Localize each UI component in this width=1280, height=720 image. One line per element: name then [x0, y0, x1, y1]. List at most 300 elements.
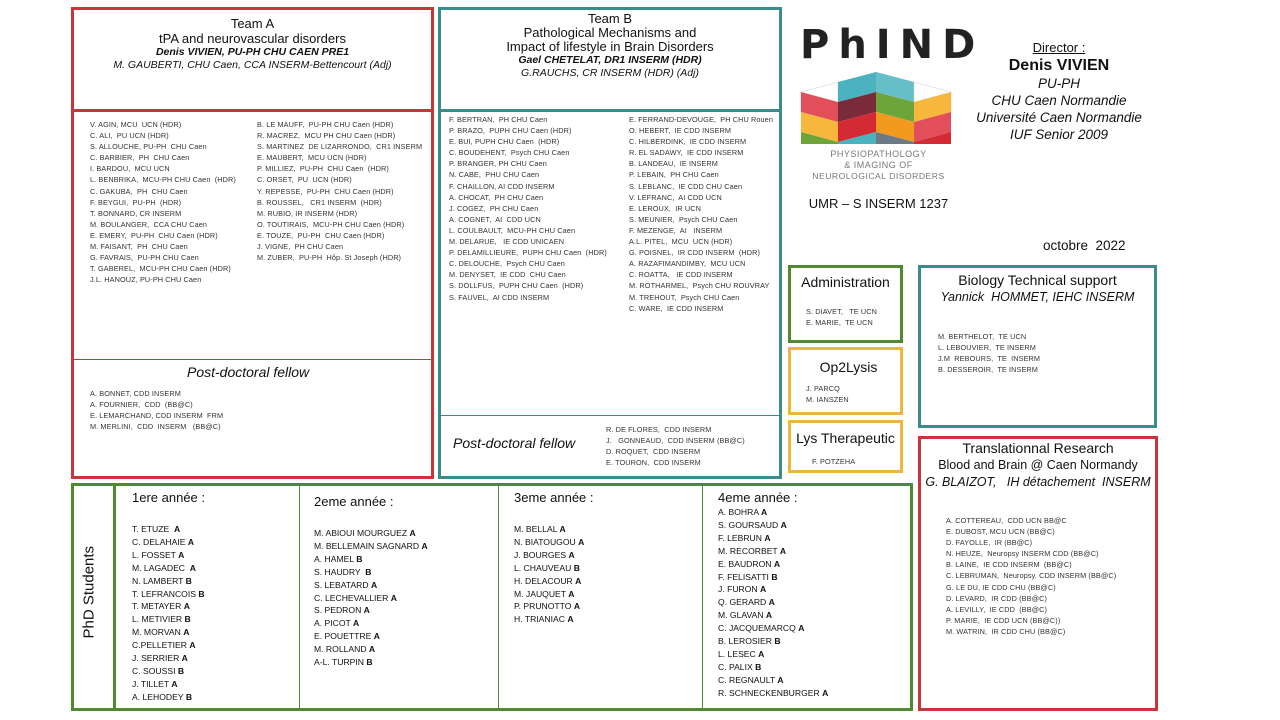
team-member: S. ALLOUCHE, PU-PH CHU Caen	[90, 142, 207, 152]
student-team-badge: B	[774, 636, 781, 647]
logo-tagline-3: NEUROLOGICAL DISORDERS	[812, 171, 945, 181]
phd-student	[718, 635, 828, 648]
director-label: Director :	[1032, 40, 1086, 55]
team-member: M. BOULANGER, CCA CHU Caen	[90, 219, 208, 229]
student-name: L. METIVIER	[132, 614, 185, 625]
student-team-badge: A	[421, 540, 428, 551]
student-name: S. GOURSAUD	[718, 519, 781, 530]
phd-year-4-title: 4eme année :	[718, 490, 798, 505]
team-member: C. HILBERDINK, IE CDD INSERM	[629, 137, 747, 147]
student-team-badge: A	[568, 549, 575, 560]
staff-member: E. DUBOST, MCU UCN (BB@C)	[946, 527, 1055, 537]
team-member: S. MEUNIER, Psych CHU Caen	[629, 214, 738, 224]
phd-student	[514, 575, 584, 588]
op2lysis-title: Op2Lysis	[819, 359, 878, 375]
student-name: M. RECORBET	[718, 545, 780, 556]
team-member: A. CHOCAT, PH CHU Caen	[449, 192, 544, 202]
student-name: J. SERRIER	[132, 653, 182, 664]
student-team-badge: B	[755, 661, 762, 672]
student-team-badge: A	[178, 549, 185, 560]
team-member: B. LE MAUFF, PU-PH CHU Caen (HDR)	[257, 120, 394, 129]
team-member: S. MARTINEZ DE LIZARRONDO, CR1 INSERM	[257, 142, 423, 152]
student-team-badge: B	[184, 614, 191, 625]
phd-student	[314, 643, 428, 656]
student-team-badge: A	[575, 575, 582, 586]
student-team-badge: A	[174, 524, 181, 534]
phd-student	[718, 674, 828, 687]
student-name: M. ROLLAND	[314, 644, 369, 655]
postdoc-member: J. GONNEAUD, CDD INSERM (BB@C)	[606, 436, 745, 446]
student-name: L. LESEC	[718, 648, 759, 659]
team-member: O. TOUTIRAIS, MCU-PH CHU Caen (HDR)	[257, 219, 405, 229]
phd-student	[514, 549, 584, 562]
team-member: F. CHAILLON, AI CDD INSERM	[449, 181, 555, 191]
team-member: O. HEBERT, IE CDD INSERM	[629, 126, 732, 136]
phd-student	[718, 661, 828, 674]
team-member: C. ROATTA, IE CDD INSERM	[629, 270, 733, 280]
student-team-badge: A	[363, 605, 370, 616]
student-name: A. PICOT	[314, 618, 353, 629]
team-member: B. LANDEAU, IE INSERM	[629, 159, 718, 169]
team-b-subtitle-2: Impact of lifestyle in Brain Disorders	[506, 39, 714, 54]
student-name: H. TRIANIAC	[514, 614, 568, 625]
student-name: T. LEFRANCOIS	[132, 588, 199, 599]
student-team-badge: A	[368, 644, 376, 655]
student-team-badge: A	[390, 592, 397, 603]
student-name: T. ETUZE	[132, 524, 175, 534]
student-team-badge: A	[760, 584, 767, 595]
team-member: C. ORSET, PU UCN (HDR)	[257, 175, 352, 185]
team-a-subtitle: tPA and neurovascular disorders	[159, 31, 346, 46]
team-a-members-col1	[90, 119, 236, 285]
student-name: M. BELLAL	[514, 524, 560, 534]
student-team-badge: B	[177, 665, 185, 676]
phd-student	[514, 588, 584, 601]
team-member: M. ZUBER, PU-PH Hôp. St Joseph (HDR)	[257, 253, 402, 263]
team-b-header-divider	[438, 109, 782, 112]
translational-subtitle: Blood and Brain @ Caen Normandy	[938, 458, 1138, 472]
team-a-title: Team A	[230, 16, 275, 31]
phd-year-1-list	[132, 523, 205, 704]
team-member: M. FAISANT, PH CHU Caen	[90, 242, 188, 252]
phd-col-divider	[702, 486, 703, 708]
team-member: J.L. HANOUZ, PU-PH CHU Caen	[90, 275, 202, 285]
team-a-header	[74, 17, 431, 72]
logo-tagline	[796, 149, 961, 182]
student-team-badge: B	[198, 588, 205, 599]
team-member: I. BARDOU, MCU UCN	[90, 164, 170, 174]
administration-list	[806, 306, 877, 328]
team-member: B. ROUSSEL, CR1 INSERM (HDR)	[257, 197, 382, 207]
phd-student	[514, 613, 584, 626]
phd-year-2-list	[314, 527, 428, 669]
student-team-badge: A	[371, 579, 378, 590]
administration-title: Administration	[801, 274, 890, 290]
phd-student	[718, 622, 828, 635]
student-team-badge: A	[189, 640, 196, 651]
staff-member: J.M REBOURS, TE INSERM	[938, 354, 1041, 364]
student-name: C. REGNAULT	[718, 674, 778, 685]
staff-member: B. DESSEROIR, TE INSERM	[938, 365, 1038, 375]
student-name: P. PRUNOTTO	[514, 601, 574, 612]
phd-student	[132, 588, 205, 601]
student-team-badge: A	[409, 528, 416, 538]
student-team-badge: A	[777, 674, 784, 685]
student-name: F. FELISATTI	[718, 571, 772, 582]
team-member: F. BEYGUI, PU-PH (HDR)	[90, 197, 182, 207]
team-member: C. BOUDEHENT, Psych CHU Caen	[449, 148, 570, 158]
team-member: E. TOUZE, PU-PH CHU Caen (HDR)	[257, 230, 385, 240]
team-member: P. BRAZO, PUPH CHU Caen (HDR)	[449, 126, 572, 136]
postdoc-member: D. ROQUET, CDD INSERM	[606, 447, 701, 457]
team-member: F. BERTRAN, PH CHU Caen	[449, 115, 548, 124]
lys-therapeutic-title: Lys Therapeutic	[796, 430, 895, 446]
student-name: C. DELAHAIE	[132, 536, 188, 547]
staff-member: A. LEVILLY, IE CDD (BB@C)	[946, 604, 1048, 614]
translational-header	[921, 440, 1155, 491]
student-name: T. METAYER	[132, 601, 184, 612]
phd-student	[514, 536, 584, 549]
team-member: J. COGEZ, PH CHU Caen	[449, 203, 539, 213]
student-name: S. PEDRON	[314, 605, 364, 616]
phd-student	[718, 609, 828, 622]
student-name: B. LEROSIER	[718, 636, 775, 647]
student-name: N. LAMBERT	[132, 575, 186, 586]
phd-student	[314, 656, 428, 669]
biology-header	[921, 272, 1154, 305]
phd-student	[514, 562, 584, 575]
logo-tagline-1: PHYSIOPATHOLOGY	[830, 149, 927, 159]
phd-student	[514, 523, 584, 536]
student-team-badge: A	[765, 610, 773, 621]
student-team-badge: A	[181, 653, 188, 664]
team-a-postdoc-title: Post-doctoral fellow	[187, 364, 310, 380]
team-member: R. MACREZ, MCU PH CHU Caen (HDR)	[257, 131, 396, 141]
student-name: A. BOHRA	[718, 507, 761, 517]
team-b-postdoc-list	[606, 424, 745, 468]
staff-member: D. LEVARD, IR CDD (BB@C)	[946, 593, 1047, 603]
unit-label: UMR – S INSERM 1237	[808, 196, 949, 211]
team-b-members-col2	[629, 114, 773, 314]
student-team-badge: B	[185, 691, 193, 702]
team-member: L. COULBAULT, MCU-PH CHU Caen	[449, 225, 576, 235]
student-name: L. CHAUVEAU	[514, 562, 574, 573]
phd-student	[718, 648, 828, 661]
phd-student	[132, 691, 205, 704]
team-member: F. MEZENGE, AI INSERM	[629, 225, 723, 235]
student-name: M. ABIOUI MOURGUEZ	[314, 528, 410, 538]
student-team-badge: B	[185, 575, 192, 586]
translational-title: Translationnal Research	[962, 440, 1114, 456]
team-a-leader: Denis VIVIEN, PU-PH CHU CAEN PRE1	[155, 46, 350, 58]
biology-leader: Yannick HOMMET, IEHC INSERM	[940, 290, 1135, 304]
phd-student	[132, 600, 205, 613]
team-a-postdoc-divider	[74, 359, 431, 360]
biology-list	[938, 331, 1040, 375]
team-a-adjoint: M. GAUBERTI, CHU Caen, CCA INSERM-Bettencourt (Adj)	[113, 59, 392, 71]
phd-student	[132, 575, 205, 588]
staff-member: B. LAINE, IE CDD INSERM (BB@C)	[946, 560, 1072, 570]
postdoc-member: A. FOURNIER, CDD (BB@C)	[90, 400, 193, 410]
phd-student	[718, 506, 828, 519]
phd-col-divider	[299, 486, 300, 708]
student-team-badge: A	[559, 524, 566, 534]
student-team-badge: A	[768, 597, 775, 608]
student-name: J. TILLET	[132, 678, 172, 689]
student-team-badge: A	[189, 562, 196, 573]
phind-logo	[796, 22, 985, 187]
student-name: C. PALIX	[718, 661, 756, 672]
student-team-badge: A	[187, 536, 195, 547]
phd-student	[514, 600, 584, 613]
team-member: P. DELAMILLIEURE, PUPH CHU Caen (HDR)	[449, 248, 607, 258]
student-team-badge: A	[822, 687, 829, 698]
team-member: M. ROTHARMEL, Psych CHU ROUVRAY	[629, 281, 770, 291]
student-team-badge: B	[573, 562, 580, 573]
director-block	[962, 40, 1156, 143]
phd-student	[132, 549, 205, 562]
team-member: E. LEROUX, IR UCN	[629, 203, 701, 213]
team-a-members-col2	[257, 119, 422, 263]
postdoc-member: E. LEMARCHAND, CDD INSERM FRM	[90, 411, 224, 421]
translational-leader: G. BLAIZOT, IH détachement INSERM	[925, 475, 1151, 489]
team-member: A. RAZAFIMANDIMBY, MCU UCN	[629, 259, 746, 269]
postdoc-member: E. TOURON, CDD INSERM	[606, 458, 701, 468]
team-member: N. CABE, PHU CHU Caen	[449, 170, 540, 180]
student-name: J. FURON	[718, 584, 761, 595]
team-member: P. MILLIEZ, PU-PH CHU Caen (HDR)	[257, 164, 389, 174]
team-member: T. GABEREL, MCU-PH CHU Caen (HDR)	[90, 264, 231, 274]
phd-student	[718, 583, 828, 596]
team-member: T. BONNARD, CR INSERM	[90, 208, 182, 218]
phd-year-1-title: 1ere année :	[132, 490, 206, 505]
student-name: M. BELLEMAIN SAGNARD	[314, 540, 422, 551]
student-name: E. BAUDRON	[718, 558, 774, 569]
student-team-badge: A	[773, 558, 781, 569]
staff-member: P. MARIE, IE CDD UCN (BB@C))	[946, 615, 1061, 625]
student-team-badge: B	[365, 566, 372, 577]
student-name: M. LAGADEC	[132, 562, 190, 573]
phd-year-4-list	[718, 506, 828, 700]
student-name: N. BIATOUGOU	[514, 536, 579, 547]
student-name: C. SOUSSI	[132, 665, 178, 676]
postdoc-member: R. DE FLORES, CDD INSERM	[606, 425, 712, 434]
student-team-badge: A	[568, 588, 575, 599]
student-team-badge: A	[764, 532, 771, 543]
student-name: S. LEBATARD	[314, 579, 371, 590]
student-team-badge: A	[171, 678, 178, 689]
op2lysis-list	[806, 383, 849, 405]
student-name: A. HAMEL	[314, 553, 357, 564]
team-member: C. BARBIER, PH CHU Caen	[90, 153, 190, 163]
team-b-postdoc-title: Post-doctoral fellow	[453, 435, 576, 451]
staff-member: S. DIAVET, TE UCN	[806, 307, 877, 316]
phd-student	[314, 579, 428, 592]
phd-student	[314, 553, 428, 566]
phd-student	[718, 571, 828, 584]
student-name: A-L. TURPIN	[314, 657, 367, 668]
team-member: V. LEFRANC, AI CDD UCN	[629, 192, 722, 202]
phd-student	[314, 527, 428, 540]
phd-student	[718, 532, 828, 545]
student-name: F. LEBRUN	[718, 532, 765, 543]
team-member: M. TREHOUT, Psych CHU Caen	[629, 292, 740, 302]
student-name: A. LEHODEY	[132, 691, 186, 702]
staff-member: A. COTTEREAU, CDD UCN BB@C	[946, 516, 1067, 525]
team-b-leader: Gael CHETELAT, DR1 INSERM (HDR)	[518, 54, 702, 66]
phd-student	[314, 617, 428, 630]
phd-student	[718, 558, 828, 571]
team-a-header-divider	[71, 109, 434, 112]
team-member: E. MAUBERT, MCU UCN (HDR)	[257, 153, 367, 163]
team-member: A. COGNET, AI CDD UCN	[449, 214, 541, 224]
phd-student	[132, 562, 205, 575]
team-member: E. FERRAND-DEVOUGE, PH CHU Rouen	[629, 115, 773, 124]
team-b-subtitle-1: Pathological Mechanisms and	[523, 25, 697, 40]
team-member: M. RUBIO, IR INSERM (HDR)	[257, 208, 358, 218]
director-line-2: Université Caen Normandie	[976, 110, 1142, 125]
team-member: C. DELOUCHE, Psych CHU Caen	[449, 259, 565, 269]
student-team-badge: A	[353, 618, 360, 629]
team-b-members-col1	[449, 114, 607, 303]
team-member: R. EL SADAWY, IE CDD INSERM	[629, 148, 744, 158]
staff-member: D. FAYOLLE, IR (BB@C)	[946, 538, 1033, 548]
team-member: C. GAKUBA, PH CHU Caen	[90, 186, 188, 196]
team-member: S. LEBLANC, IE CDD CHU Caen	[629, 181, 743, 191]
team-b-adjoint: G.RAUCHS, CR INSERM (HDR) (Adj)	[521, 67, 699, 79]
lys-therapeutic-list	[812, 456, 855, 467]
team-b-header	[441, 12, 779, 80]
staff-member: C. LEBRUMAN, Neuropsy. CDD INSERM (BB@C)	[946, 571, 1117, 581]
phd-student	[132, 613, 205, 626]
student-team-badge: A	[183, 627, 190, 638]
team-member: P. LEBAIN, PH CHU Caen	[629, 170, 719, 180]
staff-member: F. POTZEHA	[812, 457, 856, 466]
student-name: C. LECHEVALLIER	[314, 592, 391, 603]
staff-member: J. PARCQ	[806, 384, 840, 393]
student-name: L. FOSSET	[132, 549, 179, 560]
student-team-badge: A	[578, 536, 585, 547]
staff-member: G. LE DU, IE CDD CHU (BB@C)	[946, 582, 1056, 592]
team-member: P. BRANGER, PH CHU Caen	[449, 159, 547, 169]
team-member: C. ALI, PU UCN (HDR)	[90, 131, 169, 141]
director-line-3: IUF Senior 2009	[1009, 127, 1109, 142]
staff-member: N. HEUZE, Neuropsy INSERM CDD (BB@C)	[946, 549, 1099, 559]
student-team-badge: A	[183, 601, 190, 612]
student-team-badge: B	[356, 553, 363, 564]
student-name: R. SCHNECKENBURGER	[718, 687, 823, 698]
student-name: C.PELLETIER	[132, 640, 190, 651]
phd-student	[132, 652, 205, 665]
team-member: L. BENBRIKA, MCU-PH CHU Caen (HDR)	[90, 175, 236, 185]
phd-student	[314, 630, 428, 643]
phd-student	[718, 687, 828, 700]
staff-member: E. MARIE, TE UCN	[806, 318, 873, 328]
team-member: G. FAVRAIS, PU-PH CHU Caen	[90, 253, 199, 263]
staff-member: M. BERTHELOT, TE UCN	[938, 332, 1027, 341]
staff-member: M. IANSZEN	[806, 395, 849, 405]
student-team-badge: B	[771, 571, 778, 582]
phd-student	[132, 678, 205, 691]
student-name: S. HAUDRY	[314, 566, 366, 577]
student-name: J. BOURGES	[514, 549, 569, 560]
student-team-badge: A	[573, 601, 581, 612]
student-team-badge: A	[760, 507, 768, 517]
phd-student	[132, 626, 205, 639]
phd-student	[718, 519, 828, 532]
postdoc-member: M. MERLINI, CDD INSERM (BB@C)	[90, 422, 221, 432]
team-b-title: Team B	[587, 11, 633, 26]
team-member: S. DOLLFUS, PUPH CHU Caen (HDR)	[449, 281, 584, 291]
phd-student	[132, 536, 205, 549]
team-member: Y. REPESSE, PU-PH CHU Caen (HDR)	[257, 186, 394, 196]
phd-label-divider	[113, 483, 116, 711]
phd-year-3-list	[514, 523, 584, 626]
phd-student	[132, 639, 205, 652]
team-member: A.L. PITEL, MCU UCN (HDR)	[629, 237, 733, 247]
director-role: PU-PH	[1037, 76, 1080, 91]
team-member: E. EMERY, PU-PH CHU Caen (HDR)	[90, 230, 218, 240]
student-team-badge: B	[366, 657, 373, 668]
team-a-postdoc-list	[90, 388, 223, 432]
phd-student	[314, 540, 428, 553]
translational-list	[946, 515, 1116, 637]
student-name: M. GLAVAN	[718, 610, 766, 621]
phd-student	[132, 665, 205, 678]
director-name: Denis VIVIEN	[1008, 57, 1110, 74]
student-team-badge: A	[798, 623, 805, 634]
team-b-postdoc-divider	[441, 415, 779, 416]
phd-student	[718, 596, 828, 609]
team-member: M. DELARUE, IE CDD UNICAEN	[449, 237, 565, 247]
staff-member: M. WATRIN, IR CDD CHU (BB@C)	[946, 626, 1066, 636]
phd-col-divider	[498, 486, 499, 708]
student-name: Q. GERARD	[718, 597, 769, 608]
phd-student	[718, 545, 828, 558]
team-member: M. DENYSET, IE CDD CHU Caen	[449, 270, 566, 280]
phd-year-3-title: 3eme année :	[514, 490, 594, 505]
student-name: E. POUETTRE	[314, 631, 374, 642]
logo-wordmark: PhIND	[800, 22, 985, 68]
team-member: E. BUI, PUPH CHU Caen (HDR)	[449, 137, 560, 147]
student-name: H. DELACOUR	[514, 575, 576, 586]
team-member: J. VIGNE, PH CHU Caen	[257, 242, 344, 252]
date-label: octobre 2022	[1043, 238, 1126, 253]
phd-student	[132, 523, 205, 536]
phd-student	[314, 592, 428, 605]
phd-year-2-title: 2eme année :	[314, 494, 394, 509]
student-team-badge: A	[758, 648, 765, 659]
phd-student	[314, 566, 428, 579]
student-name: M. MORVAN	[132, 627, 184, 638]
team-member: G. POISNEL, IR CDD INSERM (HDR)	[629, 248, 761, 258]
student-team-badge: A	[567, 614, 574, 625]
student-team-badge: A	[779, 545, 787, 556]
biology-title: Biology Technical support	[958, 272, 1117, 288]
phd-student	[314, 604, 428, 617]
phd-label: PhD Students	[80, 545, 98, 639]
logo-cube-graphic	[796, 72, 956, 144]
student-team-badge: A	[780, 519, 787, 530]
staff-member: L. LEBOUVIER, TE INSERM	[938, 343, 1036, 353]
student-team-badge: A	[373, 631, 380, 642]
student-name: M. JAUQUET	[514, 588, 569, 599]
director-line-1: CHU Caen Normandie	[991, 93, 1127, 108]
team-member: S. FAUVEL, AI CDD INSERM	[449, 292, 550, 302]
student-name: C. JACQUEMARCQ	[718, 623, 799, 634]
postdoc-member: A. BONNET, CDD INSERM	[90, 389, 181, 398]
team-member: V. AGIN, MCU UCN (HDR)	[90, 120, 182, 129]
